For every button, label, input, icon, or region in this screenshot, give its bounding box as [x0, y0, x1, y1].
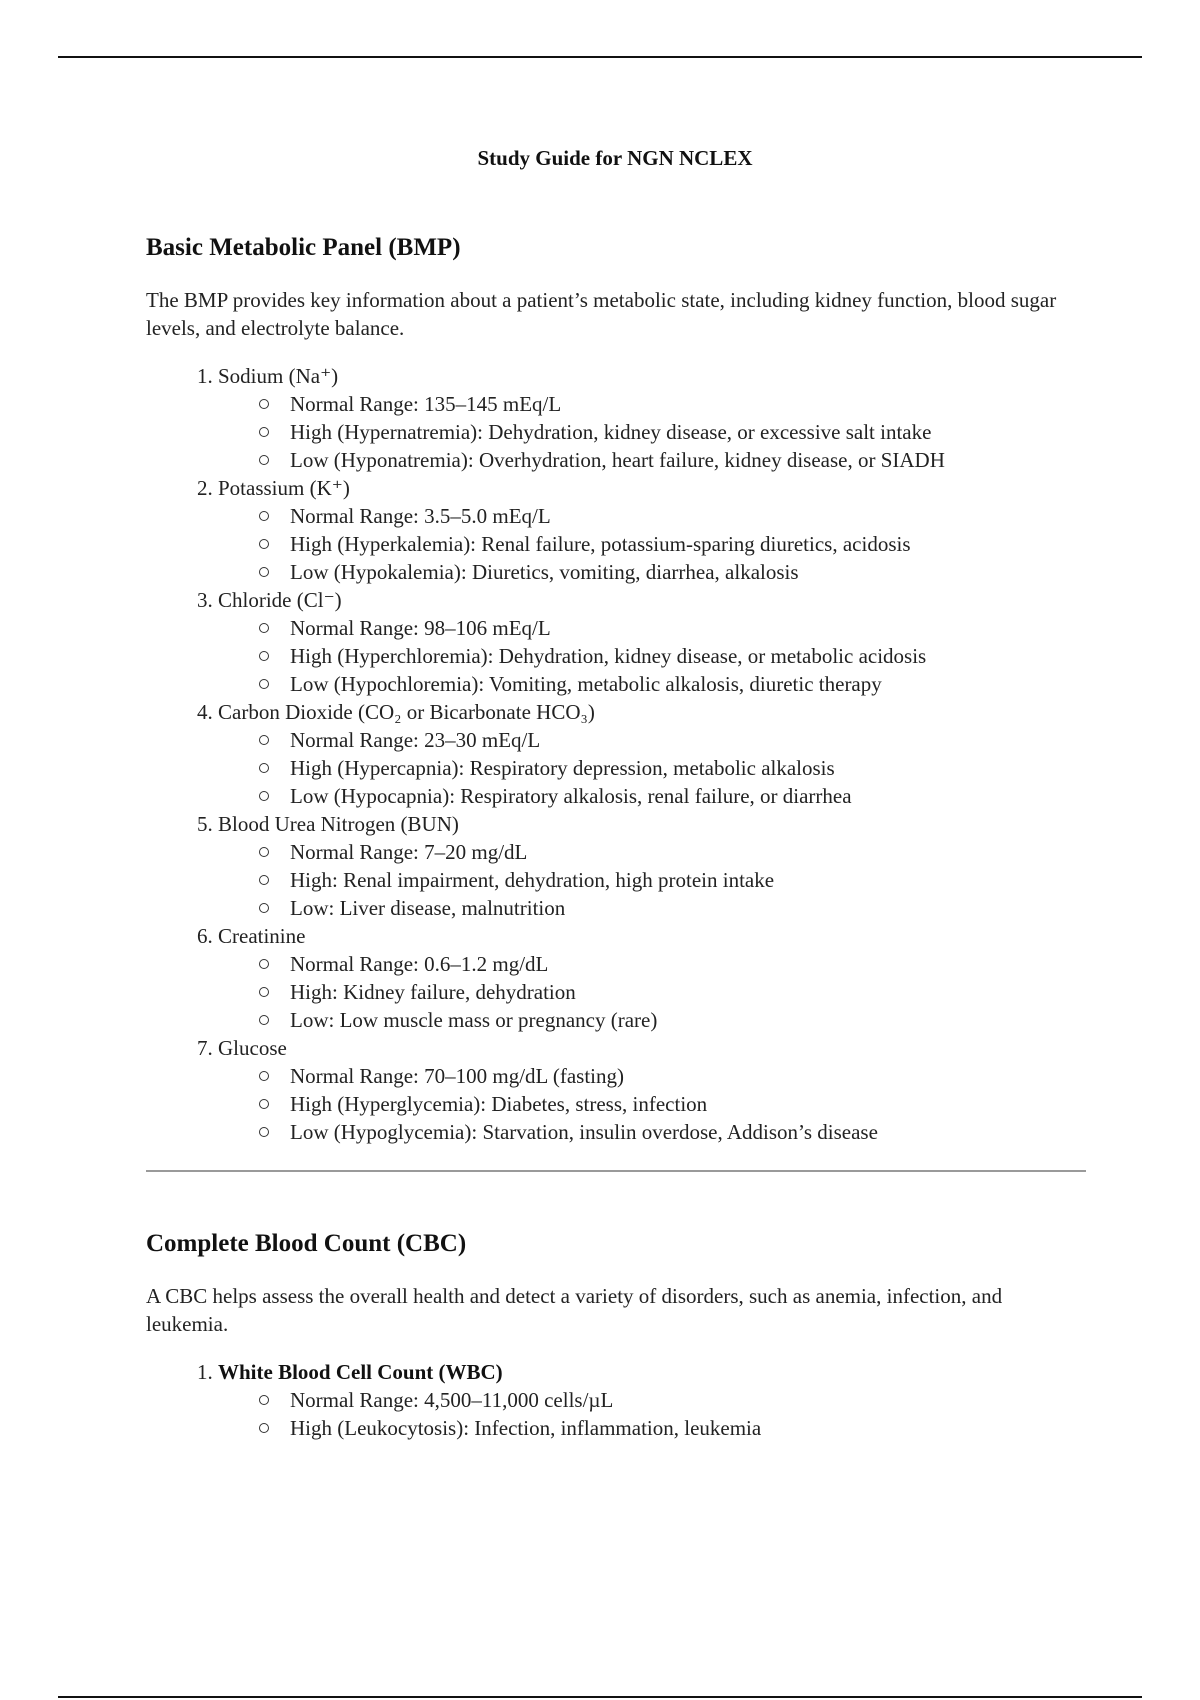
document-title: Study Guide for NGN NCLEX	[477, 146, 753, 170]
bmp-detail: High (Hyperglycemia): Diabetes, stress, infection	[290, 1090, 1086, 1118]
bmp-detail-list	[218, 390, 1086, 474]
cbc-detail-list	[218, 1386, 1086, 1442]
bmp-detail: Low (Hypochloremia): Vomiting, metabolic alkalosis, diuretic therapy	[290, 670, 1086, 698]
bmp-item	[218, 1034, 1086, 1146]
bmp-detail: High (Hypercapnia): Respiratory depression, metabolic alkalosis	[290, 754, 1086, 782]
bmp-detail: High: Renal impairment, dehydration, high protein intake	[290, 866, 1086, 894]
bmp-item	[218, 362, 1086, 474]
cbc-detail: Normal Range: 4,500–11,000 cells/µL	[290, 1386, 1086, 1414]
bmp-detail: Low (Hypocapnia): Respiratory alkalosis, renal failure, or diarrhea	[290, 782, 1086, 810]
section-divider	[146, 1170, 1086, 1172]
cbc-detail: High (Leukocytosis): Infection, inflammation, leukemia	[290, 1414, 1086, 1442]
bmp-item	[218, 474, 1086, 586]
bmp-section	[146, 232, 1086, 1146]
bmp-detail: Low: Low muscle mass or pregnancy (rare)	[290, 1006, 1086, 1034]
bmp-item	[218, 810, 1086, 922]
bmp-detail: Low: Liver disease, malnutrition	[290, 894, 1086, 922]
bottom-rule	[58, 1696, 1142, 1698]
top-rule	[58, 56, 1142, 58]
bmp-heading: Basic Metabolic Panel (BMP)	[146, 234, 461, 261]
bmp-detail: High (Hyperkalemia): Renal failure, potassium-sparing diuretics, acidosis	[290, 530, 1086, 558]
cbc-item	[218, 1358, 1086, 1442]
bmp-detail: Normal Range: 23–30 mEq/L	[290, 726, 1086, 754]
bmp-detail-list	[218, 726, 1086, 810]
cbc-heading: Complete Blood Count (CBC)	[146, 1230, 467, 1257]
bmp-detail: Normal Range: 3.5–5.0 mEq/L	[290, 502, 1086, 530]
bmp-detail: Normal Range: 98–106 mEq/L	[290, 614, 1086, 642]
cbc-intro: A CBC helps assess the overall health and detect a variety of disorders, such as anemia, infection, and leukemia.	[146, 1284, 1003, 1336]
cbc-section	[146, 1228, 1086, 1442]
bmp-item-label: Sodium (Na⁺)	[218, 364, 339, 388]
bmp-list	[146, 362, 1086, 1146]
bmp-detail: High (Hypernatremia): Dehydration, kidney disease, or excessive salt intake	[290, 418, 1086, 446]
bmp-detail: High: Kidney failure, dehydration	[290, 978, 1086, 1006]
bmp-item	[218, 922, 1086, 1034]
bmp-item	[218, 586, 1086, 698]
bmp-detail-list	[218, 838, 1086, 922]
bmp-detail-list	[218, 614, 1086, 698]
bmp-detail: Normal Range: 0.6–1.2 mg/dL	[290, 950, 1086, 978]
bmp-detail: Normal Range: 70–100 mg/dL (fasting)	[290, 1062, 1086, 1090]
bmp-item-label: Blood Urea Nitrogen (BUN)	[218, 812, 459, 836]
bmp-item-label: Carbon Dioxide (CO₂ or Bicarbonate HCO₃)	[218, 700, 595, 724]
bmp-item-label: Glucose	[218, 1036, 287, 1060]
bmp-detail-list	[218, 1062, 1086, 1146]
bmp-detail-list	[218, 502, 1086, 586]
bmp-item	[218, 698, 1086, 810]
bmp-detail-list	[218, 950, 1086, 1034]
bmp-intro: The BMP provides key information about a patient’s metabolic state, including kidney function, blood sugar levels, and electrolyte balance.	[146, 288, 1057, 340]
bmp-detail: Low (Hypoglycemia): Starvation, insulin overdose, Addison’s disease	[290, 1118, 1086, 1146]
bmp-detail: Low (Hyponatremia): Overhydration, heart failure, kidney disease, or SIADH	[290, 446, 1086, 474]
cbc-item-label: White Blood Cell Count (WBC)	[218, 1360, 503, 1384]
bmp-item-label: Potassium (K⁺)	[218, 476, 350, 500]
bmp-detail: Low (Hypokalemia): Diuretics, vomiting, diarrhea, alkalosis	[290, 558, 1086, 586]
bmp-detail: Normal Range: 135–145 mEq/L	[290, 390, 1086, 418]
bmp-item-label: Creatinine	[218, 924, 306, 948]
bmp-detail: Normal Range: 7–20 mg/dL	[290, 838, 1086, 866]
cbc-list	[146, 1358, 1086, 1442]
bmp-item-label: Chloride (Cl⁻)	[218, 588, 342, 612]
bmp-detail: High (Hyperchloremia): Dehydration, kidney disease, or metabolic acidosis	[290, 642, 1086, 670]
